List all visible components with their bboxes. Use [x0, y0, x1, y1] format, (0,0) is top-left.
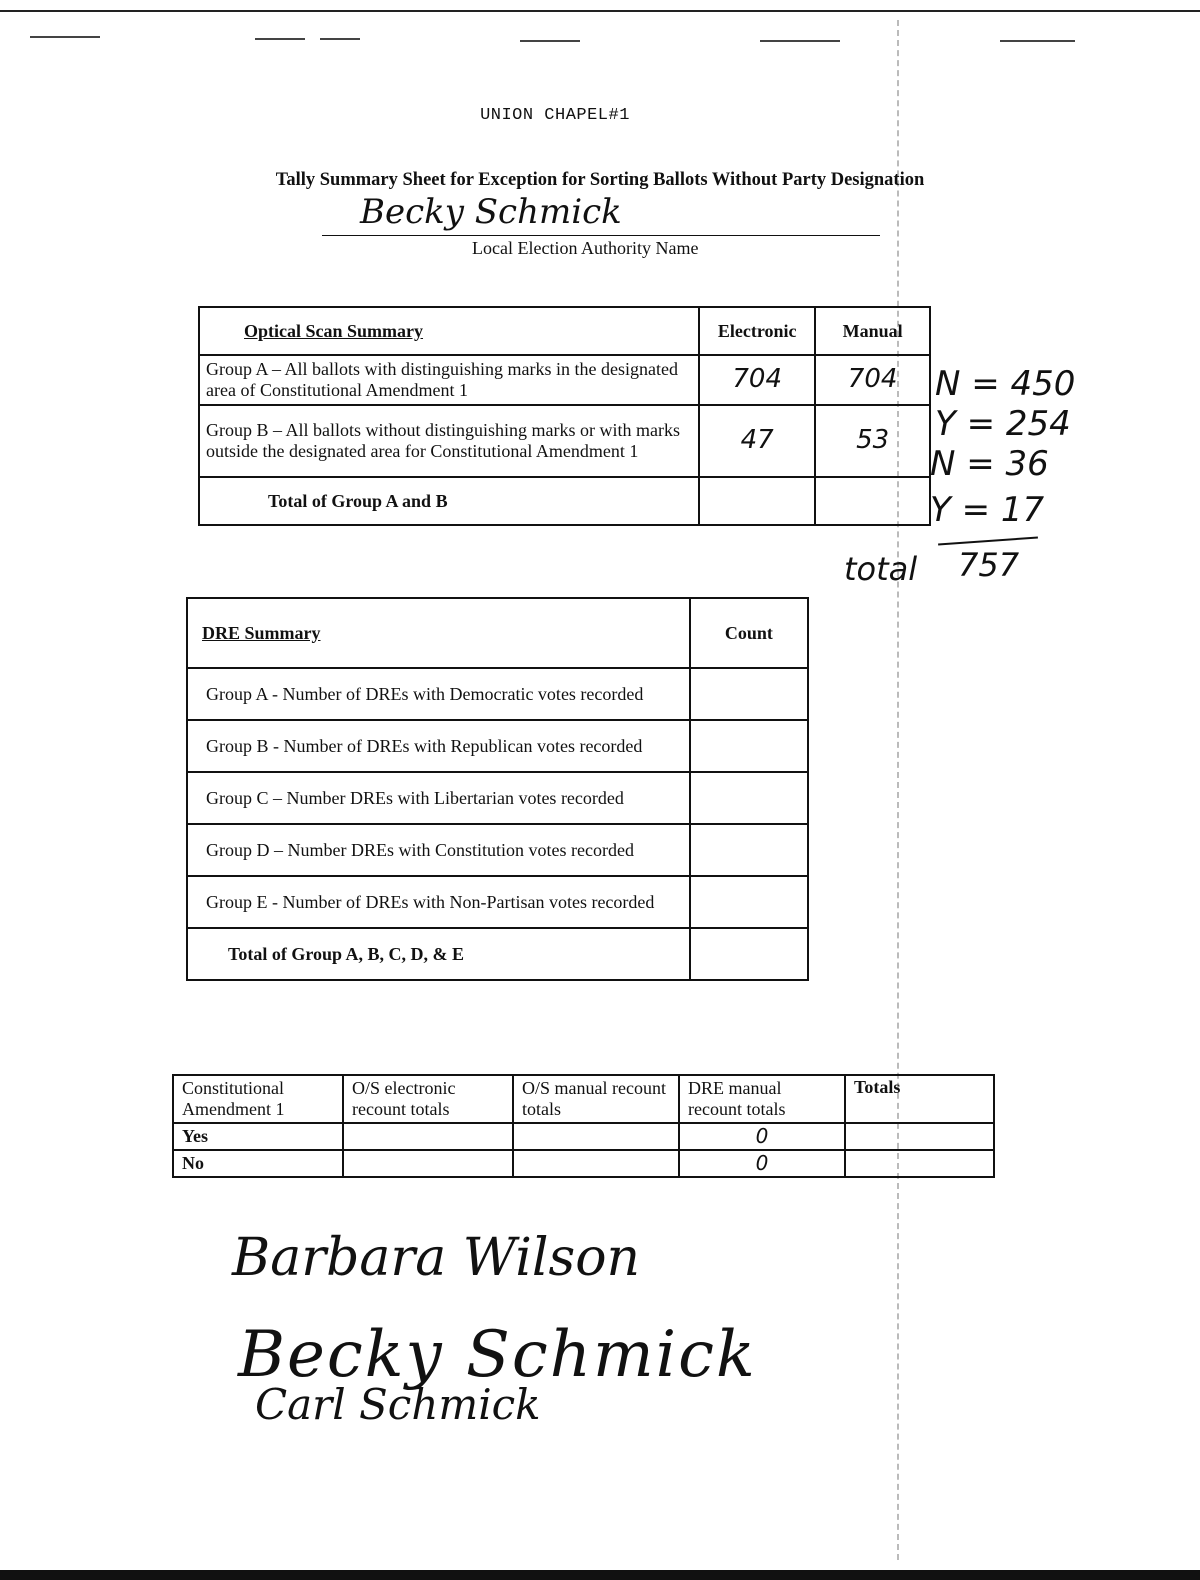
row-label: Yes [173, 1123, 343, 1150]
os-manual-value [513, 1150, 679, 1177]
amendment-recount-table [172, 1074, 995, 1178]
scan-mark [255, 38, 305, 40]
os-electronic-value [343, 1150, 513, 1177]
table-row [187, 824, 808, 876]
count-value [690, 928, 808, 980]
signature-barbara-wilson: Barbara Wilson [232, 1228, 641, 1288]
optical-scan-summary-table [198, 306, 931, 526]
row-label: Group E - Number of DREs with Non-Partisan votes recorded [187, 876, 690, 928]
authority-signature: Becky Schmick [360, 192, 622, 232]
scan-mark [30, 36, 100, 38]
manual-value: 53 [815, 405, 930, 477]
row-label: Group A - Number of DREs with Democratic votes recorded [187, 668, 690, 720]
manual-value: 704 [815, 355, 930, 405]
scan-fold-line [897, 20, 899, 1560]
scan-top-edge [0, 10, 1200, 12]
signature-line [322, 235, 880, 236]
table-header-row [199, 307, 930, 355]
signature-becky-schmick: Becky Schmick [238, 1318, 757, 1392]
scan-mark [760, 40, 840, 42]
os-manual-column-header: O/S manual recount totals [513, 1075, 679, 1123]
electronic-value: 704 [699, 355, 815, 405]
scan-mark [1000, 40, 1075, 42]
count-value [690, 772, 808, 824]
sheet-subtitle: Tally Summary Sheet for Exception for Sorting Ballots Without Party Designation [275, 170, 925, 190]
row-label: Total of Group A and B [199, 477, 699, 525]
dre-manual-column-header: DRE manual recount totals [679, 1075, 845, 1123]
margin-note: N = 450 [935, 364, 1076, 404]
margin-total-label: total [844, 550, 918, 588]
manual-value [815, 477, 930, 525]
electronic-column-header: Electronic [699, 307, 815, 355]
total-underline [938, 537, 1038, 546]
margin-note: Y = 254 [935, 404, 1071, 444]
table-row [187, 720, 808, 772]
margin-total-value: 757 [958, 546, 1020, 584]
authority-name-label: Local Election Authority Name [472, 238, 699, 258]
dre-summary-table [186, 597, 809, 981]
table-row [173, 1150, 994, 1177]
table-header-row [187, 598, 808, 668]
optical-scan-header: Optical Scan Summary [199, 307, 699, 355]
dre-manual-value: 0 [679, 1123, 845, 1150]
os-manual-value [513, 1123, 679, 1150]
row-label: No [173, 1150, 343, 1177]
row-label: Total of Group A, B, C, D, & E [187, 928, 690, 980]
os-electronic-value [343, 1123, 513, 1150]
table-row [173, 1123, 994, 1150]
margin-note: Y = 17 [930, 490, 1045, 530]
count-column-header: Count [690, 598, 808, 668]
table-row [187, 772, 808, 824]
table-header-row [173, 1075, 994, 1123]
row-label: Group B - Number of DREs with Republican votes recorded [187, 720, 690, 772]
table-row [199, 477, 930, 525]
electronic-value [699, 477, 815, 525]
os-electronic-column-header: O/S electronic recount totals [343, 1075, 513, 1123]
table-row [187, 876, 808, 928]
signature-carl-schmick: Carl Schmick [255, 1380, 541, 1429]
table-row [187, 668, 808, 720]
margin-note: N = 36 [930, 444, 1049, 484]
row-label: Group B – All ballots without distinguishing marks or with marks outside the designated area for Constitutional Amendment 1 [199, 405, 699, 477]
table-row [199, 405, 930, 477]
dre-header: DRE Summary [187, 598, 690, 668]
count-value [690, 876, 808, 928]
total-value [845, 1150, 994, 1177]
table-row [199, 355, 930, 405]
electronic-value: 47 [699, 405, 815, 477]
count-value [690, 824, 808, 876]
table-row [187, 928, 808, 980]
row-label: Group C – Number DREs with Libertarian votes recorded [187, 772, 690, 824]
row-label: Group A – All ballots with distinguishing marks in the designated area of Constitutional Amendment 1 [199, 355, 699, 405]
scan-mark [520, 40, 580, 42]
count-value [690, 720, 808, 772]
count-value [690, 668, 808, 720]
document-title: UNION CHAPEL#1 [480, 106, 630, 125]
manual-column-header: Manual [815, 307, 930, 355]
total-value [845, 1123, 994, 1150]
row-label: Group D – Number DREs with Constitution votes recorded [187, 824, 690, 876]
dre-manual-value: 0 [679, 1150, 845, 1177]
amendment-column-header: Constitutional Amendment 1 [173, 1075, 343, 1123]
scan-bottom-edge [0, 1570, 1200, 1580]
scan-mark [320, 38, 360, 40]
totals-column-header: Totals [845, 1075, 994, 1123]
